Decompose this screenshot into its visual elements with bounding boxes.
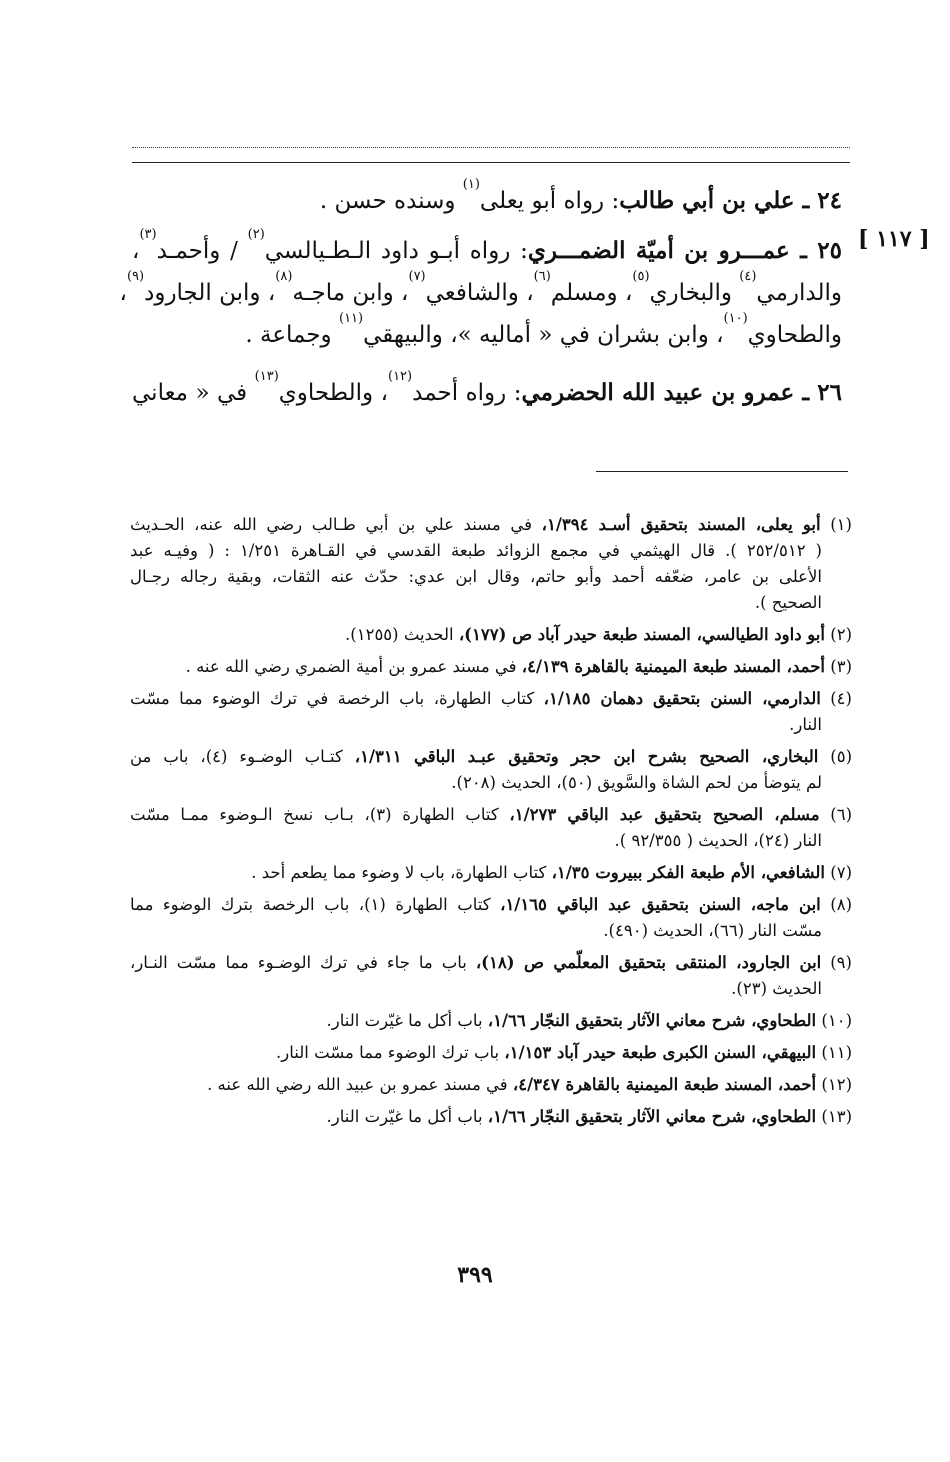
footnote-text: الأعلى بن عامر، ضعّفه أحمد وأبو حاتم، وقال ابن عدي: حدّث عنه الثقات، وبقية رجاله رجـال bbox=[130, 567, 822, 586]
footnote-number: (٧) bbox=[825, 863, 852, 882]
entry-24 bbox=[132, 177, 842, 222]
text-line: والطحاوي$^{(١٠)}$، وابن بشران في « أماليه »، والبيهقي$^{(١١)}$ وجماعة . bbox=[245, 311, 842, 348]
footnote-line bbox=[130, 1072, 852, 1098]
footnote-line bbox=[130, 892, 852, 918]
footnote-line bbox=[130, 538, 852, 564]
footnote-source: ابن الجارود، المنتقى بتحقيق المعلّمي ص (١٨)، bbox=[475, 953, 822, 972]
main-text bbox=[119, 177, 843, 422]
footnote-source: أحمد، المسند طبعة الميمنية بالقاهرة ٤/١٣٩، bbox=[521, 657, 825, 676]
header-dotted-rule bbox=[132, 147, 850, 148]
footnote-line bbox=[130, 686, 852, 712]
footnote-number: (١١) bbox=[816, 1043, 852, 1062]
footnote-source: البيهقي، السنن الكبرى طبعة حيدر آباد ١/١٥٣، bbox=[504, 1043, 817, 1062]
footnote-line bbox=[130, 1040, 852, 1066]
footnote-number: (١٠) bbox=[816, 1011, 852, 1030]
footnote-text: باب أكل ما غيّرت النار. bbox=[326, 1107, 488, 1126]
footnote-number: (٦) bbox=[819, 805, 852, 824]
footnote-number: (١٢) bbox=[816, 1075, 852, 1094]
footnote-number: (٣) bbox=[825, 657, 852, 676]
footnote-line bbox=[130, 770, 852, 796]
footnote-1 bbox=[130, 512, 852, 616]
footnote-text: كتاب الطهارة (٣)، بـاب نسخ الـوضوء ممـا مسّت bbox=[130, 805, 510, 824]
page-number: ٣٩٩ bbox=[457, 1262, 493, 1288]
footnote-text: كتاب الطهارة، باب لا وضوء مما يطعم أحد . bbox=[251, 863, 552, 882]
footnote-source: الطحاوي، شرح معاني الآثار بتحقيق النجّار ١/٦٦، bbox=[487, 1107, 817, 1126]
footnote-9 bbox=[130, 950, 852, 1002]
footnote-source: أحمد، المسند طبعة الميمنية بالقاهرة ٤/٣٤٧، bbox=[512, 1075, 817, 1094]
footnote-number: (١) bbox=[820, 515, 852, 534]
footnote-text: النار. bbox=[789, 715, 822, 734]
footnote-line bbox=[130, 828, 852, 854]
footnote-5 bbox=[130, 744, 852, 796]
footnote-text: باب ترك الوضوء مما مسّت النار. bbox=[276, 1043, 505, 1062]
text-line: ٢٤ ـ علي بن أبي طالب: رواه أبو يعلى$^{(١)}$ وسنده حسن . bbox=[319, 177, 842, 214]
footnote-source: أبو داود الطيالسي، المسند طبعة حيدر آباد ص (١٧٧)، bbox=[458, 625, 825, 644]
footnote-number: (٨) bbox=[820, 895, 852, 914]
footnote-source: الدارمي، السنن بتحقيق دهمان ١/١٨٥، bbox=[543, 689, 821, 708]
footnote-2 bbox=[130, 622, 852, 648]
footnote-8 bbox=[130, 892, 852, 944]
footnote-line bbox=[130, 564, 852, 590]
footnote-text: في مسند عمرو بن عبيد الله رضي الله عنه . bbox=[207, 1075, 513, 1094]
footnote-text: لم يتوضأ من لحم الشاة والسَّويق (٥٠)، الحديث (٢٠٨). bbox=[451, 773, 822, 792]
footnote-text: في مسند علي بن أبي طـالب رضي الله عنه، الحـديث bbox=[130, 515, 542, 534]
footnote-text: الحديث (١٢٥٥). bbox=[345, 625, 459, 644]
text-line: ٢٦ ـ عمرو بن عبيد الله الحضرمي: رواه أحمد$^{(١٢)}$، والطحاوي$^{(١٣)}$ في « معاني bbox=[132, 369, 843, 406]
footnote-4 bbox=[130, 686, 852, 738]
footnote-text: ( ٢٥٢/٥١٢ ). قال الهيثمي في مجمع الزوائد طبعة القدسي في القـاهرة ١/٢٥١ : ( وفيـه عبد bbox=[130, 541, 822, 560]
footnote-text: الصحيح ). bbox=[754, 593, 822, 612]
footnote-separator bbox=[596, 471, 848, 472]
footnote-source: البخاري، الصحيح بشرح ابن حجر وتحقيق عبـد الباقي ١/٣١١، bbox=[354, 747, 819, 766]
footnote-3 bbox=[130, 654, 852, 680]
footnote-text: النار (٢٤)، الحديث ( ٩٢/٣٥٥ ). bbox=[614, 831, 822, 850]
footnote-line bbox=[130, 976, 852, 1002]
footnote-line bbox=[130, 712, 852, 738]
footnote-line bbox=[130, 950, 852, 976]
footnote-number: (٤) bbox=[820, 689, 852, 708]
footnote-number: (٩) bbox=[821, 953, 852, 972]
footnote-text: كتاب الطهارة، باب الرخصة في ترك الوضوء مما مسّت bbox=[130, 689, 544, 708]
margin-reference: [ ١١٧ ] bbox=[858, 226, 930, 252]
footnote-number: (٥) bbox=[818, 747, 852, 766]
footnote-line bbox=[130, 654, 852, 680]
footnote-12 bbox=[130, 1072, 852, 1098]
footnote-line bbox=[130, 1104, 852, 1130]
footnote-text: كتـاب الوضـوء (٤)، باب من bbox=[130, 747, 355, 766]
footnote-line bbox=[130, 860, 852, 886]
footnote-source: الشافعي، الأم طبعة الفكر ببيروت ١/٣٥، bbox=[551, 863, 825, 882]
entry-26 bbox=[132, 369, 843, 414]
footnote-text: مسّت النار (٦٦)، الحديث (٤٩٠). bbox=[603, 921, 822, 940]
footnote-6 bbox=[130, 802, 852, 854]
footnote-13 bbox=[130, 1104, 852, 1130]
footnote-source: مسلم، الصحيح بتحقيق عبد الباقي ١/٢٧٣، bbox=[509, 805, 820, 824]
footnotes-section bbox=[130, 512, 852, 1136]
footnote-line bbox=[130, 802, 852, 828]
footnote-line bbox=[130, 1008, 852, 1034]
footnote-number: (٢) bbox=[825, 625, 852, 644]
footnote-text: الحديث (٢٣). bbox=[731, 979, 822, 998]
footnote-text: في مسند عمرو بن أمية الضمري رضي الله عنه . bbox=[185, 657, 522, 676]
footnote-number: (١٣) bbox=[816, 1107, 852, 1126]
text-line: والدارمي$^{(٤)}$ والبخاري$^{(٥)}$، ومسلم$^{(٦)}$، والشافعي$^{(٧)}$، وابن ماجـه$^{(٨)}$، وابن الجارود$^{(٩)}$، bbox=[119, 269, 842, 306]
footnote-line bbox=[130, 744, 852, 770]
footnote-10 bbox=[130, 1008, 852, 1034]
header-solid-rule bbox=[132, 162, 850, 163]
footnote-line bbox=[130, 590, 852, 616]
footnote-line bbox=[130, 512, 852, 538]
text-line: ٢٥ ـ عمـــرو بن أميّة الضمـــري: رواه أبـو داود الـطـيالسي$^{(٢)}$ / وأحمـد$^{(٣)}$، bbox=[132, 227, 842, 264]
footnote-text: باب أكل ما غيّرت النار. bbox=[326, 1011, 488, 1030]
footnote-7 bbox=[130, 860, 852, 886]
footnote-line bbox=[130, 918, 852, 944]
footnote-source: الطحاوي، شرح معاني الآثار بتحقيق النجّار ١/٦٦، bbox=[487, 1011, 817, 1030]
entry-25 bbox=[119, 227, 842, 356]
footnote-text: كتاب الطهارة (١)، باب الرخصة بترك الوضوء مما bbox=[130, 895, 501, 914]
footnote-source: أبو يعلى، المسند بتحقيق أسـد ١/٣٩٤، bbox=[541, 515, 821, 534]
footnote-source: ابن ماجه، السنن بتحقيق عبد الباقي ١/١٦٥، bbox=[500, 895, 821, 914]
footnote-line bbox=[130, 622, 852, 648]
footnote-text: باب ما جاء في ترك الوضـوء مما مسّت النـار، bbox=[130, 953, 476, 972]
footnote-11 bbox=[130, 1040, 852, 1066]
